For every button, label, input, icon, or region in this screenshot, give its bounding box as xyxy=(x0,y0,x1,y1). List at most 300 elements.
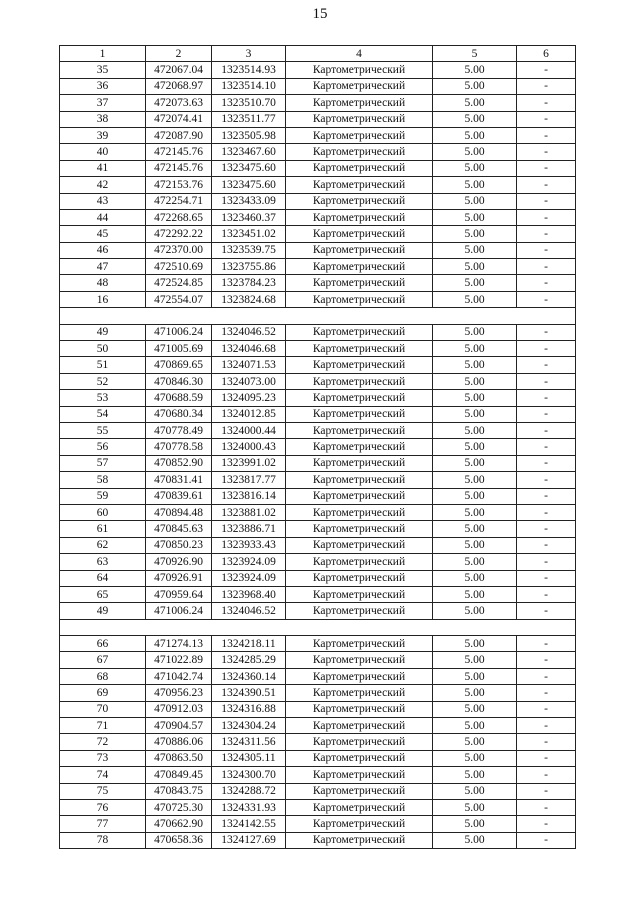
cell-col-1: 70 xyxy=(60,701,146,717)
cell-col-5: 5.00 xyxy=(433,341,517,357)
cell-col-6: - xyxy=(517,685,576,701)
cell-col-2: 471274.13 xyxy=(146,636,212,652)
cell-col-2: 470778.58 xyxy=(146,439,212,455)
cell-col-4: Картометрический xyxy=(286,603,433,619)
cell-col-6: - xyxy=(517,537,576,553)
cell-col-2: 472254.71 xyxy=(146,193,212,209)
cell-col-4: Картометрический xyxy=(286,767,433,783)
cell-col-5: 5.00 xyxy=(433,226,517,242)
cell-col-4: Картометрический xyxy=(286,750,433,766)
cell-col-4: Картометрический xyxy=(286,652,433,668)
cell-col-6: - xyxy=(517,750,576,766)
cell-col-3: 1323933.43 xyxy=(212,537,286,553)
cell-col-1: 72 xyxy=(60,734,146,750)
cell-col-4: Картометрический xyxy=(286,242,433,258)
cell-col-5: 5.00 xyxy=(433,406,517,422)
cell-col-6: - xyxy=(517,357,576,373)
cell-col-1: 53 xyxy=(60,390,146,406)
table-row xyxy=(60,668,576,684)
cell-col-3: 1323755.86 xyxy=(212,259,286,275)
cell-col-2: 472370.00 xyxy=(146,242,212,258)
cell-col-4: Картометрический xyxy=(286,488,433,504)
cell-col-5: 5.00 xyxy=(433,373,517,389)
cell-col-1: 64 xyxy=(60,570,146,586)
cell-col-3: 1323475.60 xyxy=(212,177,286,193)
cell-col-4: Картометрический xyxy=(286,472,433,488)
cell-col-5: 5.00 xyxy=(433,816,517,832)
cell-col-6: - xyxy=(517,324,576,340)
cell-col-3: 1324316.88 xyxy=(212,701,286,717)
cell-col-5: 5.00 xyxy=(433,390,517,406)
cell-col-2: 472074.41 xyxy=(146,111,212,127)
cell-col-1: 47 xyxy=(60,259,146,275)
cell-col-6: - xyxy=(517,455,576,471)
cell-col-2: 472268.65 xyxy=(146,209,212,225)
cell-col-4: Картометрический xyxy=(286,177,433,193)
cell-col-6: - xyxy=(517,701,576,717)
cell-col-5: 5.00 xyxy=(433,603,517,619)
cell-col-1: 41 xyxy=(60,160,146,176)
table-row xyxy=(60,226,576,242)
cell-col-4: Картометрический xyxy=(286,554,433,570)
cell-col-6: - xyxy=(517,144,576,160)
cell-col-1: 75 xyxy=(60,783,146,799)
cell-col-6: - xyxy=(517,504,576,520)
cell-col-1: 69 xyxy=(60,685,146,701)
column-header-1: 1 xyxy=(60,46,146,62)
cell-col-2: 471006.24 xyxy=(146,603,212,619)
cell-col-6: - xyxy=(517,226,576,242)
cell-col-2: 470662.90 xyxy=(146,816,212,832)
column-header-3: 3 xyxy=(212,46,286,62)
cell-col-1: 63 xyxy=(60,554,146,570)
cell-col-2: 470843.75 xyxy=(146,783,212,799)
cell-col-6: - xyxy=(517,668,576,684)
cell-col-5: 5.00 xyxy=(433,177,517,193)
cell-col-1: 65 xyxy=(60,586,146,602)
table-row xyxy=(60,390,576,406)
cell-col-1: 77 xyxy=(60,816,146,832)
table-row xyxy=(60,259,576,275)
cell-col-5: 5.00 xyxy=(433,324,517,340)
table-row xyxy=(60,455,576,471)
cell-col-4: Картометрический xyxy=(286,78,433,94)
cell-col-6: - xyxy=(517,554,576,570)
table-row xyxy=(60,422,576,438)
cell-col-3: 1323433.09 xyxy=(212,193,286,209)
cell-col-2: 472087.90 xyxy=(146,127,212,143)
column-header-5: 5 xyxy=(433,46,517,62)
cell-col-5: 5.00 xyxy=(433,78,517,94)
cell-col-2: 471005.69 xyxy=(146,341,212,357)
cell-col-6: - xyxy=(517,586,576,602)
table-row xyxy=(60,324,576,340)
table-row xyxy=(60,177,576,193)
cell-col-6: - xyxy=(517,209,576,225)
cell-col-1: 45 xyxy=(60,226,146,242)
column-header-4: 4 xyxy=(286,46,433,62)
cell-col-6: - xyxy=(517,472,576,488)
table-row xyxy=(60,373,576,389)
table-row xyxy=(60,504,576,520)
cell-col-4: Картометрический xyxy=(286,783,433,799)
cell-col-3: 1324012.85 xyxy=(212,406,286,422)
cell-col-6: - xyxy=(517,422,576,438)
cell-col-6: - xyxy=(517,603,576,619)
cell-col-5: 5.00 xyxy=(433,570,517,586)
cell-col-5: 5.00 xyxy=(433,767,517,783)
cell-col-4: Картометрический xyxy=(286,275,433,291)
cell-col-5: 5.00 xyxy=(433,586,517,602)
table-row xyxy=(60,586,576,602)
cell-col-2: 470725.30 xyxy=(146,799,212,815)
cell-col-2: 470894.48 xyxy=(146,504,212,520)
cell-col-4: Картометрический xyxy=(286,685,433,701)
table-row xyxy=(60,406,576,422)
cell-col-3: 1323784.23 xyxy=(212,275,286,291)
cell-col-3: 1324304.24 xyxy=(212,718,286,734)
table-body xyxy=(60,62,576,849)
cell-col-6: - xyxy=(517,636,576,652)
cell-col-6: - xyxy=(517,406,576,422)
cell-col-4: Картометрический xyxy=(286,439,433,455)
table-row xyxy=(60,685,576,701)
cell-col-1: 67 xyxy=(60,652,146,668)
table-row xyxy=(60,209,576,225)
cell-col-2: 470886.06 xyxy=(146,734,212,750)
table-row xyxy=(60,193,576,209)
cell-col-5: 5.00 xyxy=(433,783,517,799)
cell-col-1: 46 xyxy=(60,242,146,258)
cell-col-1: 55 xyxy=(60,422,146,438)
cell-col-6: - xyxy=(517,127,576,143)
cell-col-5: 5.00 xyxy=(433,685,517,701)
cell-col-6: - xyxy=(517,111,576,127)
cell-col-4: Картометрический xyxy=(286,668,433,684)
cell-col-3: 1323816.14 xyxy=(212,488,286,504)
cell-col-3: 1324311.56 xyxy=(212,734,286,750)
cell-col-4: Картометрический xyxy=(286,62,433,78)
table-row xyxy=(60,799,576,815)
cell-col-4: Картометрический xyxy=(286,193,433,209)
cell-col-1: 50 xyxy=(60,341,146,357)
cell-col-4: Картометрический xyxy=(286,636,433,652)
cell-col-5: 5.00 xyxy=(433,750,517,766)
cell-col-6: - xyxy=(517,177,576,193)
cell-col-4: Картометрический xyxy=(286,521,433,537)
cell-col-6: - xyxy=(517,341,576,357)
cell-col-3: 1323467.60 xyxy=(212,144,286,160)
cell-col-1: 59 xyxy=(60,488,146,504)
cell-col-3: 1323817.77 xyxy=(212,472,286,488)
table-row xyxy=(60,472,576,488)
cell-col-2: 470845.63 xyxy=(146,521,212,537)
cell-col-2: 470912.03 xyxy=(146,701,212,717)
cell-col-4: Картометрический xyxy=(286,570,433,586)
cell-col-4: Картометрический xyxy=(286,734,433,750)
cell-col-4: Картометрический xyxy=(286,373,433,389)
cell-col-4: Картометрический xyxy=(286,504,433,520)
cell-col-1: 60 xyxy=(60,504,146,520)
cell-col-3: 1323968.40 xyxy=(212,586,286,602)
cell-col-2: 472153.76 xyxy=(146,177,212,193)
cell-col-3: 1323881.02 xyxy=(212,504,286,520)
cell-col-1: 38 xyxy=(60,111,146,127)
cell-col-6: - xyxy=(517,521,576,537)
cell-col-6: - xyxy=(517,832,576,848)
cell-col-4: Картометрический xyxy=(286,291,433,307)
table-row xyxy=(60,111,576,127)
cell-col-6: - xyxy=(517,570,576,586)
cell-col-4: Картометрический xyxy=(286,718,433,734)
cell-col-3: 1323451.02 xyxy=(212,226,286,242)
table-row xyxy=(60,570,576,586)
table-row xyxy=(60,734,576,750)
cell-col-5: 5.00 xyxy=(433,701,517,717)
cell-col-2: 472145.76 xyxy=(146,160,212,176)
table-row xyxy=(60,357,576,373)
table-row xyxy=(60,275,576,291)
cell-col-2: 471022.89 xyxy=(146,652,212,668)
cell-col-4: Картометрический xyxy=(286,144,433,160)
cell-col-2: 470926.90 xyxy=(146,554,212,570)
cell-col-6: - xyxy=(517,390,576,406)
table-row xyxy=(60,488,576,504)
table-row xyxy=(60,636,576,652)
cell-col-3: 1323475.60 xyxy=(212,160,286,176)
cell-col-6: - xyxy=(517,62,576,78)
separator-cell xyxy=(60,308,576,324)
cell-col-2: 471006.24 xyxy=(146,324,212,340)
cell-col-2: 472554.07 xyxy=(146,291,212,307)
cell-col-3: 1324285.29 xyxy=(212,652,286,668)
table-row xyxy=(60,127,576,143)
cell-col-4: Картометрический xyxy=(286,586,433,602)
cell-col-6: - xyxy=(517,439,576,455)
table-row xyxy=(60,95,576,111)
cell-col-4: Картометрический xyxy=(286,324,433,340)
table-row xyxy=(60,783,576,799)
cell-col-2: 470778.49 xyxy=(146,422,212,438)
cell-col-2: 470926.91 xyxy=(146,570,212,586)
cell-col-3: 1324046.52 xyxy=(212,603,286,619)
cell-col-6: - xyxy=(517,193,576,209)
cell-col-1: 73 xyxy=(60,750,146,766)
cell-col-3: 1323511.77 xyxy=(212,111,286,127)
cell-col-1: 36 xyxy=(60,78,146,94)
cell-col-2: 471042.74 xyxy=(146,668,212,684)
cell-col-5: 5.00 xyxy=(433,242,517,258)
cell-col-3: 1324218.11 xyxy=(212,636,286,652)
cell-col-3: 1323514.10 xyxy=(212,78,286,94)
cell-col-6: - xyxy=(517,242,576,258)
cell-col-1: 56 xyxy=(60,439,146,455)
cell-col-5: 5.00 xyxy=(433,357,517,373)
cell-col-3: 1323924.09 xyxy=(212,570,286,586)
table-row xyxy=(60,160,576,176)
cell-col-3: 1323824.68 xyxy=(212,291,286,307)
column-header-6: 6 xyxy=(517,46,576,62)
table-row xyxy=(60,341,576,357)
cell-col-6: - xyxy=(517,291,576,307)
cell-col-5: 5.00 xyxy=(433,668,517,684)
cell-col-5: 5.00 xyxy=(433,275,517,291)
column-header-2: 2 xyxy=(146,46,212,62)
table-header-row xyxy=(60,46,576,62)
cell-col-1: 68 xyxy=(60,668,146,684)
cell-col-1: 44 xyxy=(60,209,146,225)
cell-col-1: 66 xyxy=(60,636,146,652)
cell-col-5: 5.00 xyxy=(433,718,517,734)
cell-col-3: 1323991.02 xyxy=(212,455,286,471)
cell-col-3: 1324000.43 xyxy=(212,439,286,455)
cell-col-3: 1324095.23 xyxy=(212,390,286,406)
cell-col-2: 472067.04 xyxy=(146,62,212,78)
cell-col-3: 1324142.55 xyxy=(212,816,286,832)
table-row xyxy=(60,291,576,307)
cell-col-6: - xyxy=(517,275,576,291)
cell-col-1: 40 xyxy=(60,144,146,160)
cell-col-2: 472524.85 xyxy=(146,275,212,291)
cell-col-2: 472510.69 xyxy=(146,259,212,275)
cell-col-2: 470846.30 xyxy=(146,373,212,389)
cell-col-1: 62 xyxy=(60,537,146,553)
cell-col-4: Картометрический xyxy=(286,799,433,815)
cell-col-6: - xyxy=(517,259,576,275)
table-row xyxy=(60,537,576,553)
cell-col-3: 1323539.75 xyxy=(212,242,286,258)
cell-col-5: 5.00 xyxy=(433,62,517,78)
cell-col-1: 42 xyxy=(60,177,146,193)
cell-col-6: - xyxy=(517,95,576,111)
cell-col-3: 1324390.51 xyxy=(212,685,286,701)
cell-col-4: Картометрический xyxy=(286,226,433,242)
cell-col-6: - xyxy=(517,783,576,799)
cell-col-5: 5.00 xyxy=(433,95,517,111)
cell-col-1: 57 xyxy=(60,455,146,471)
cell-col-6: - xyxy=(517,767,576,783)
cell-col-2: 470956.23 xyxy=(146,685,212,701)
table-row xyxy=(60,767,576,783)
cell-col-2: 470869.65 xyxy=(146,357,212,373)
cell-col-3: 1324288.72 xyxy=(212,783,286,799)
table-row xyxy=(60,62,576,78)
cell-col-4: Картометрический xyxy=(286,537,433,553)
table-row xyxy=(60,439,576,455)
cell-col-1: 16 xyxy=(60,291,146,307)
table-row xyxy=(60,242,576,258)
cell-col-2: 470688.59 xyxy=(146,390,212,406)
table-row xyxy=(60,652,576,668)
coordinates-table xyxy=(59,45,576,849)
cell-col-3: 1323510.70 xyxy=(212,95,286,111)
cell-col-2: 472073.63 xyxy=(146,95,212,111)
cell-col-3: 1324360.14 xyxy=(212,668,286,684)
cell-col-4: Картометрический xyxy=(286,209,433,225)
table-row xyxy=(60,832,576,848)
cell-col-6: - xyxy=(517,718,576,734)
cell-col-4: Картометрический xyxy=(286,832,433,848)
cell-col-3: 1324000.44 xyxy=(212,422,286,438)
cell-col-6: - xyxy=(517,799,576,815)
cell-col-4: Картометрический xyxy=(286,357,433,373)
cell-col-5: 5.00 xyxy=(433,472,517,488)
cell-col-5: 5.00 xyxy=(433,799,517,815)
cell-col-2: 472292.22 xyxy=(146,226,212,242)
cell-col-1: 35 xyxy=(60,62,146,78)
cell-col-6: - xyxy=(517,734,576,750)
table-row xyxy=(60,701,576,717)
cell-col-2: 470959.64 xyxy=(146,586,212,602)
cell-col-5: 5.00 xyxy=(433,193,517,209)
cell-col-1: 61 xyxy=(60,521,146,537)
cell-col-5: 5.00 xyxy=(433,291,517,307)
cell-col-3: 1324127.69 xyxy=(212,832,286,848)
cell-col-2: 470904.57 xyxy=(146,718,212,734)
cell-col-6: - xyxy=(517,78,576,94)
cell-col-5: 5.00 xyxy=(433,504,517,520)
cell-col-2: 470680.34 xyxy=(146,406,212,422)
cell-col-3: 1324305.11 xyxy=(212,750,286,766)
cell-col-5: 5.00 xyxy=(433,111,517,127)
table-row xyxy=(60,816,576,832)
cell-col-2: 470850.23 xyxy=(146,537,212,553)
cell-col-5: 5.00 xyxy=(433,127,517,143)
cell-col-1: 76 xyxy=(60,799,146,815)
table-row xyxy=(60,750,576,766)
cell-col-5: 5.00 xyxy=(433,734,517,750)
cell-col-5: 5.00 xyxy=(433,259,517,275)
cell-col-3: 1324300.70 xyxy=(212,767,286,783)
cell-col-5: 5.00 xyxy=(433,422,517,438)
cell-col-5: 5.00 xyxy=(433,144,517,160)
cell-col-4: Картометрический xyxy=(286,341,433,357)
cell-col-3: 1324046.68 xyxy=(212,341,286,357)
cell-col-5: 5.00 xyxy=(433,439,517,455)
cell-col-5: 5.00 xyxy=(433,209,517,225)
cell-col-2: 470658.36 xyxy=(146,832,212,848)
cell-col-4: Картометрический xyxy=(286,390,433,406)
cell-col-1: 49 xyxy=(60,324,146,340)
separator-cell xyxy=(60,619,576,635)
cell-col-2: 470863.50 xyxy=(146,750,212,766)
cell-col-5: 5.00 xyxy=(433,160,517,176)
cell-col-1: 39 xyxy=(60,127,146,143)
cell-col-1: 71 xyxy=(60,718,146,734)
cell-col-4: Картометрический xyxy=(286,259,433,275)
cell-col-3: 1323460.37 xyxy=(212,209,286,225)
cell-col-3: 1324046.52 xyxy=(212,324,286,340)
cell-col-1: 43 xyxy=(60,193,146,209)
cell-col-4: Картометрический xyxy=(286,701,433,717)
cell-col-5: 5.00 xyxy=(433,455,517,471)
cell-col-5: 5.00 xyxy=(433,521,517,537)
cell-col-3: 1324073.00 xyxy=(212,373,286,389)
cell-col-1: 48 xyxy=(60,275,146,291)
cell-col-6: - xyxy=(517,160,576,176)
cell-col-6: - xyxy=(517,488,576,504)
cell-col-6: - xyxy=(517,373,576,389)
group-separator-row xyxy=(60,308,576,324)
cell-col-6: - xyxy=(517,652,576,668)
table-row xyxy=(60,521,576,537)
cell-col-4: Картометрический xyxy=(286,455,433,471)
cell-col-1: 78 xyxy=(60,832,146,848)
cell-col-4: Картометрический xyxy=(286,160,433,176)
cell-col-3: 1324331.93 xyxy=(212,799,286,815)
cell-col-1: 37 xyxy=(60,95,146,111)
cell-col-1: 74 xyxy=(60,767,146,783)
